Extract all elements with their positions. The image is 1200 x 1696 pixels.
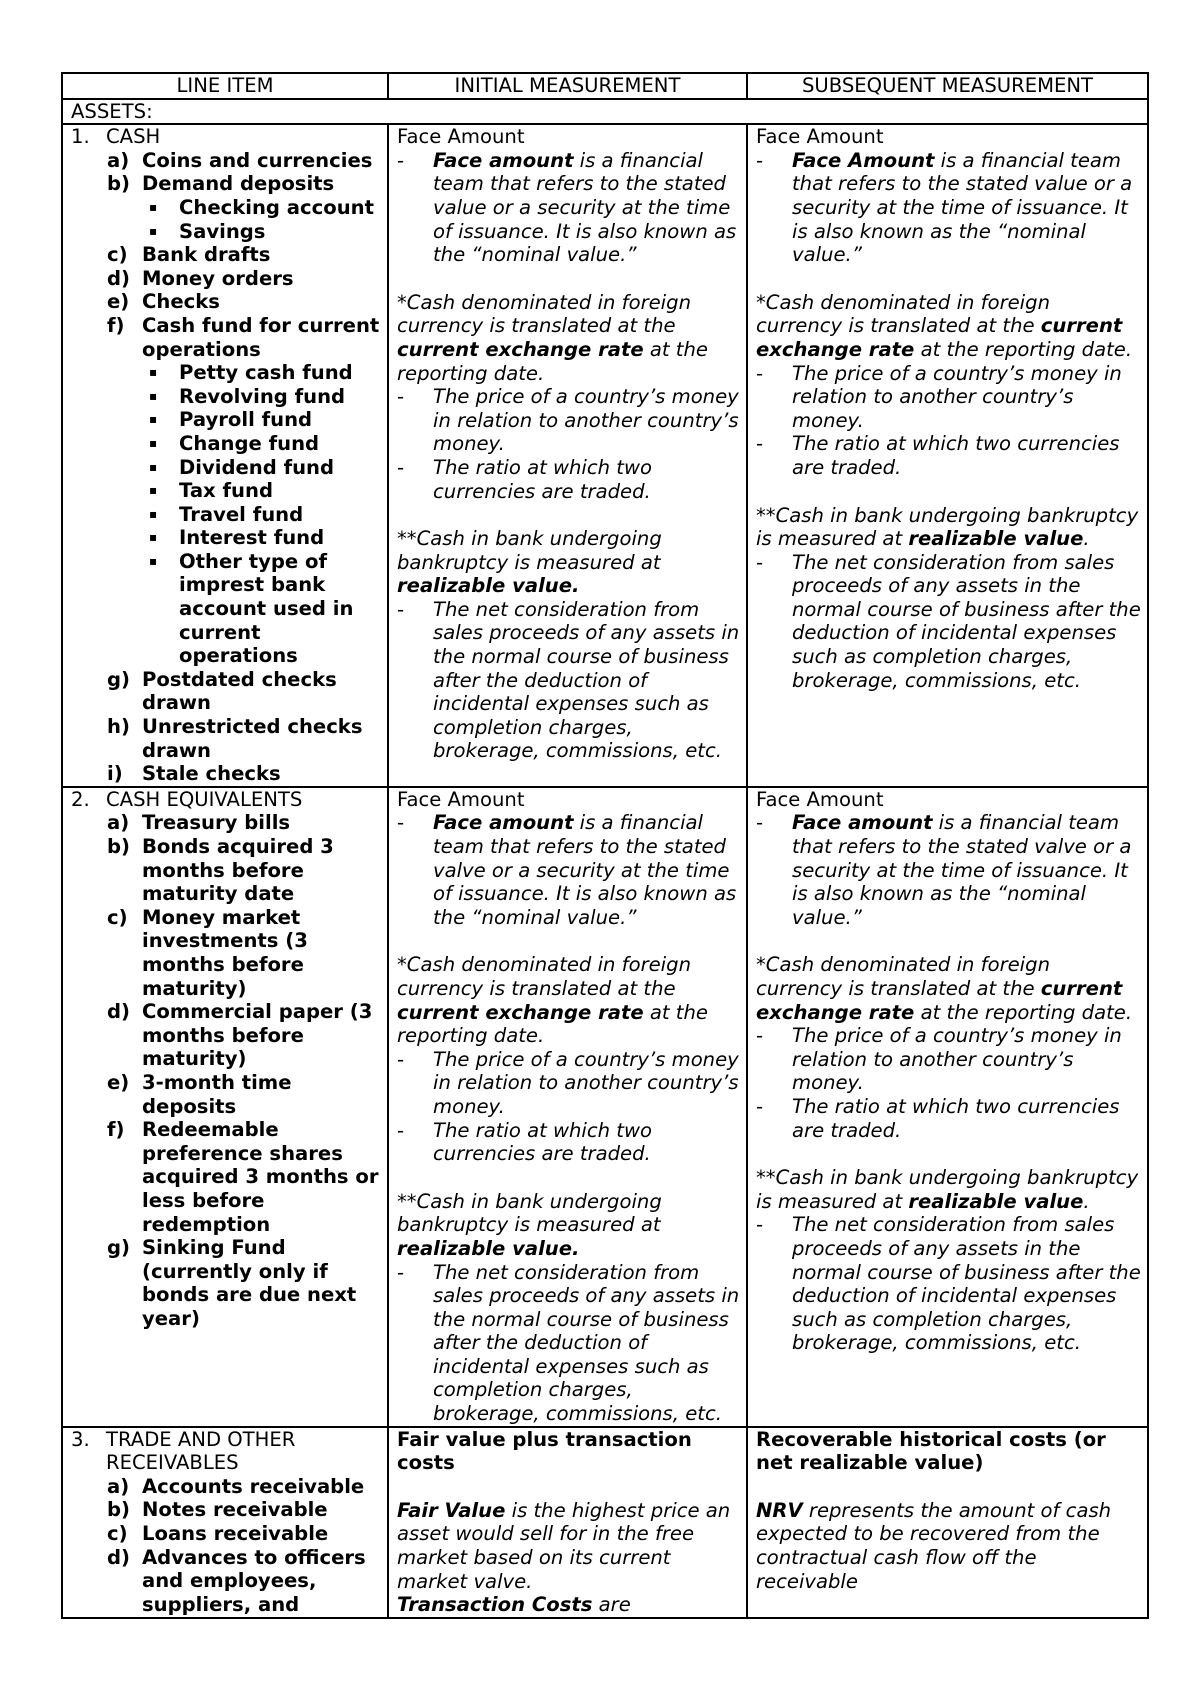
definition: - The net consideration from sales proceeds of any assets in the normal course of business after the deduction of incidental expenses such as completion charges, brokerage, commissions, etc. <box>756 550 1141 692</box>
fair-value-definition: Fair Value is the highest price an asset would sell for in the free market based on its current market valve. <box>397 1498 731 1593</box>
list-item: a) Accounts receivable <box>107 1474 365 1498</box>
definition: - The price of a country’s money in relation to another country’s money. <box>397 385 739 456</box>
measurement-heading: Fair value plus transaction costs <box>397 1427 692 1475</box>
measurement-table <box>61 72 1149 1619</box>
bankruptcy-note: **Cash in bank undergoing bankruptcy is measured at realizable value. <box>756 503 1139 551</box>
list-item: d) Advances to officers and employees, suppliers, and <box>107 1545 366 1616</box>
definition: - Face Amount is a financial team that refers to the stated value or a security at the time of issuance. It is also known as the “nominal value.” <box>756 148 1133 267</box>
bullet-item: ▪ Revolving fund <box>149 384 346 408</box>
definition: - The price of a country’s money in relation to another country’s money. <box>756 1024 1122 1095</box>
measurement-heading: Recoverable historical costs (or net realizable value) <box>756 1427 1106 1475</box>
bankruptcy-note: **Cash in bank undergoing bankruptcy is measured at realizable value. <box>397 527 662 598</box>
measurement-table-page <box>61 72 1149 1619</box>
bullet-item: ▪ Travel fund <box>149 502 304 526</box>
transaction-costs-definition: Transaction Costs are <box>397 1593 631 1617</box>
list-item: c) Loans receivable <box>107 1522 329 1546</box>
measurement-heading: Face Amount <box>397 787 525 811</box>
definition: - The price of a country’s money in relation to another country’s money. <box>756 361 1122 432</box>
header-initial-measurement: INITIAL MEASUREMENT <box>388 73 747 99</box>
equivalents-title: 2. CASH EQUIVALENTS <box>71 787 303 811</box>
list-item: f) Cash fund for current operations <box>107 313 380 361</box>
bullet-item: ▪ Dividend fund <box>149 455 335 479</box>
list-item: c) Bank drafts <box>107 243 271 267</box>
measurement-heading: Face Amount <box>397 125 525 149</box>
definition: - The ratio at which two currencies are traded. <box>397 1118 652 1166</box>
header-line-item: LINE ITEM <box>62 73 388 99</box>
list-item: e) Checks <box>107 290 220 314</box>
definition: - Face amount is a financial team that refers to the stated value or a security at the time of issuance. It is also known as the “nominal value.” <box>397 148 737 267</box>
bullet-item: ▪ Petty cash fund <box>149 361 353 385</box>
receivables-row <box>62 1427 1148 1618</box>
equivalents-subsequent <box>747 787 1148 1427</box>
bullet-item: ▪ Change fund <box>149 431 320 455</box>
assets-row <box>62 99 1148 125</box>
header-subsequent-measurement: SUBSEQUENT MEASUREMENT <box>747 73 1148 99</box>
list-item: g) Postdated checks drawn <box>107 667 337 715</box>
receivables-line-item <box>62 1427 388 1618</box>
list-item: b) Bonds acquired 3 months before maturity date <box>107 835 334 906</box>
list-item: e) 3-month time deposits <box>107 1070 292 1118</box>
measurement-heading: Face Amount <box>756 125 884 149</box>
cash-row <box>62 124 1148 787</box>
bullet-item: ▪ Interest fund <box>149 526 325 550</box>
cash-title: 1. CASH <box>71 125 161 149</box>
fx-note: *Cash denominated in foreign currency is translated at the current exchange rate at the reporting date. <box>756 953 1133 1024</box>
list-item: a) Treasury bills <box>107 811 291 835</box>
assets-label: ASSETS: <box>62 99 1148 125</box>
definition: - The net consideration from sales proceeds of any assets in the normal course of business after the deduction of incidental expenses such as completion charges, brokerage, commissions, etc. <box>756 1213 1141 1355</box>
receivables-subsequent <box>747 1427 1148 1618</box>
bankruptcy-note: **Cash in bank undergoing bankruptcy is measured at realizable value. <box>397 1189 662 1260</box>
definition: - Face amount is a financial team that refers to the stated valve or a security at the time of issuance. It is also known as the “nominal value.” <box>756 811 1132 929</box>
definition: - The net consideration from sales proceeds of any assets in the normal course of business after the deduction of incidental expenses such as completion charges, brokerage, commissions, etc. <box>397 597 740 763</box>
cash-initial <box>388 124 747 787</box>
measurement-heading: Face Amount <box>756 787 884 811</box>
list-item: g) Sinking Fund (currently only if bonds are due next year) <box>107 1236 357 1330</box>
list-item: b) Demand deposits <box>107 172 335 196</box>
fx-note: *Cash denominated in foreign currency is translated at the current exchange rate at the reporting date. <box>397 953 708 1048</box>
list-item: c) Money market investments (3 months before maturity) <box>107 905 308 1000</box>
bullet-item: ▪ Other type of imprest bank account used in current operations <box>149 549 354 668</box>
equivalents-initial <box>388 787 747 1427</box>
cash-subsequent <box>747 124 1148 787</box>
bankruptcy-note: **Cash in bank undergoing bankruptcy is measured at realizable value. <box>756 1166 1139 1213</box>
cash-line-item <box>62 124 388 787</box>
cash-equivalents-row <box>62 787 1148 1427</box>
receivables-title: 3. TRADE AND OTHER RECEIVABLES <box>71 1427 296 1475</box>
definition: - The ratio at which two currencies are traded. <box>397 455 652 503</box>
list-item: a) Coins and currencies <box>107 148 373 172</box>
list-item: d) Commercial paper (3 months before maturity) <box>107 1000 373 1071</box>
definition: - The net consideration from sales proceeds of any assets in the normal course of business after the deduction of incidental expenses such as completion charges, brokerage, commissions, etc. <box>397 1260 740 1426</box>
equivalents-line-item <box>62 787 388 1427</box>
definition: - The ratio at which two currencies are traded. <box>756 432 1120 479</box>
bullet-item: ▪ Payroll fund <box>149 408 313 432</box>
list-item: b) Notes receivable <box>107 1498 328 1522</box>
receivables-initial <box>388 1427 747 1618</box>
header-row <box>62 73 1148 99</box>
nrv-definition: NRV represents the amount of cash expected to be recovered from the contractual cash flow off the receivable <box>756 1498 1112 1593</box>
list-item: i) Stale checks <box>107 762 281 786</box>
bullet-item: ▪ Tax fund <box>149 479 273 503</box>
fx-note: *Cash denominated in foreign currency is translated at the current exchange rate at the reporting date. <box>397 290 708 385</box>
fx-note: *Cash denominated in foreign currency is translated at the current exchange rate at the reporting date. <box>756 290 1133 361</box>
list-item: f) Redeemable preference shares acquired 3 months or less before redemption <box>107 1118 379 1236</box>
bullet-item: ▪ Savings <box>149 219 266 243</box>
list-item: d) Money orders <box>107 266 294 290</box>
list-item: h) Unrestricted checks drawn <box>107 715 363 762</box>
definition: - The ratio at which two currencies are traded. <box>756 1094 1120 1142</box>
definition: - The price of a country’s money in relation to another country’s money. <box>397 1047 739 1118</box>
bullet-item: ▪ Checking account <box>149 195 374 219</box>
definition: - Face amount is a financial team that refers to the stated valve or a security at the time of issuance. It is also known as the “nominal value.” <box>397 811 737 929</box>
